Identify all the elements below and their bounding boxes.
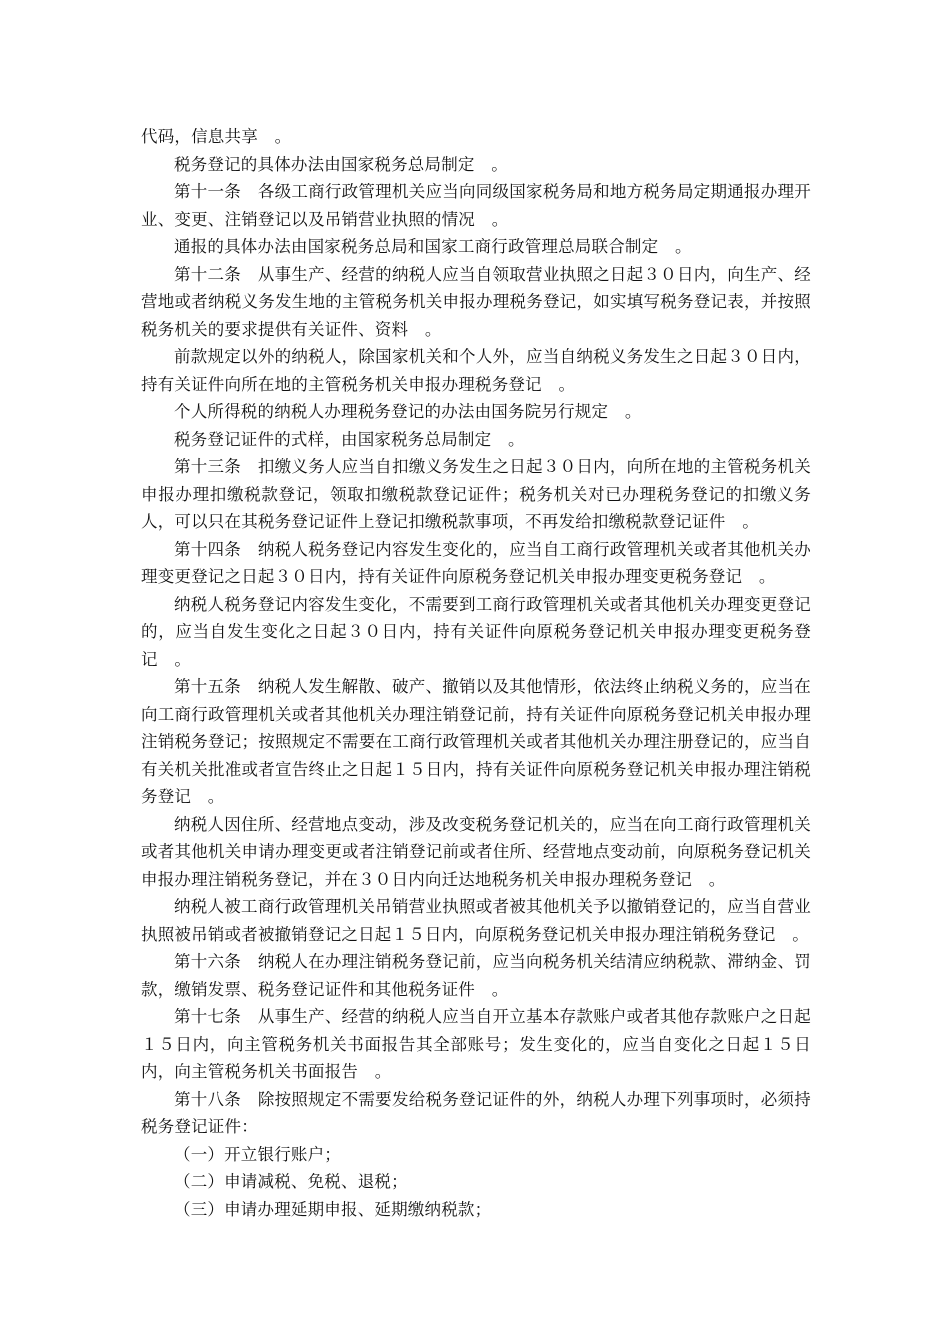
list-item-3: （三）申请办理延期申报、延期缴纳税款； (174, 1199, 492, 1219)
article-11: 第十一条 各级工商行政管理机关应当向同级国家税务局和地方税务局定期通报办理开业、变更、注销登记以及吊销营业执照的情况 。 (141, 182, 811, 229)
paragraph-13: 纳税人因住所、经营地点变动，涉及改变税务登记机关的，应当在向工商行政管理机关或者其他机关申请办理变更或者注销登记前或者住所、经营地点变动前，向原税务登记机关申报办理注销税务登记，并在３０日内向迁达地税务机关申报办理税务登记 。 (141, 814, 811, 889)
paragraph-6: 前款规定以外的纳税人，除国家机关和个人外，应当自纳税义务发生之日起３０日内，持有关证件向所在地的主管税务机关申报办理税务登记 。 (141, 347, 811, 394)
paragraph-4: 通报的具体办法由国家税务总局和国家工商行政管理总局联合制定 。 (174, 237, 692, 256)
article-16: 第十六条 纳税人在办理注销税务登记前，应当向税务机关结清应纳税款、滞纳金、罚款，缴销发票、税务登记证件和其他税务证件 。 (141, 952, 811, 999)
article-15: 第十五条 纳税人发生解散、破产、撤销以及其他情形，依法终止纳税义务的，应当在向工商行政管理机关或者其他机关办理注销登记前，持有关证件向原税务登记机关申报办理注销税务登记；按照规定不需要在工商行政管理机关或者其他机关办理注册登记的，应当自有关机关批准或者宣告终止之日起１５日内，持有关证件向原税务登记机关申报办理注销税务登记 。 (141, 677, 811, 806)
article-12: 第十二条 从事生产、经营的纳税人应当自领取营业执照之日起３０日内，向生产、经营地或者纳税义务发生地的主管税务机关申报办理税务登记，如实填写税务登记表，并按照税务机关的要求提供有关证件、资料 。 (141, 264, 811, 339)
list-item-2: （二）申请减税、免税、退税； (174, 1172, 408, 1191)
paragraph-7: 个人所得税的纳税人办理税务登记的办法由国务院另行规定 。 (174, 402, 642, 421)
paragraph-14: 纳税人被工商行政管理机关吊销营业执照或者被其他机关予以撤销登记的，应当自营业执照被吊销或者被撤销登记之日起１５日内，向原税务登记机关申报办理注销税务登记 。 (141, 897, 811, 944)
article-13: 第十三条 扣缴义务人应当自扣缴义务发生之日起３０日内，向所在地的主管税务机关申报办理扣缴税款登记，领取扣缴税款登记证件；税务机关对已办理税务登记的扣缴义务人，可以只在其税务登记证件上登记扣缴税款事项，不再发给扣缴税款登记证件 。 (141, 457, 811, 531)
list-item-1: （一）开立银行账户； (174, 1144, 341, 1164)
document-page (141, 123, 811, 1223)
article-17: 第十七条 从事生产、经营的纳税人应当自开立基本存款账户或者其他存款账户之日起１５日内，向主管税务机关书面报告其全部账号；发生变化的，应当自变化之日起１５日内，向主管税务机关书面报告 。 (141, 1007, 811, 1081)
paragraph-2: 税务登记的具体办法由国家税务总局制定 。 (174, 154, 508, 174)
paragraph-11: 纳税人税务登记内容发生变化，不需要到工商行政管理机关或者其他机关办理变更登记的，应当自发生变化之日起３０日内，持有关证件向原税务登记机关申报办理变更税务登记 。 (141, 594, 811, 669)
article-14: 第十四条 纳税人税务登记内容发生变化的，应当自工商行政管理机关或者其他机关办理变更登记之日起３０日内，持有关证件向原税务登记机关申报办理变更税务登记 。 (141, 539, 811, 586)
article-18: 第十八条 除按照规定不需要发给税务登记证件的外，纳税人办理下列事项时，必须持税务登记证件： (141, 1089, 811, 1136)
paragraph-8: 税务登记证件的式样，由国家税务总局制定 。 (174, 429, 525, 449)
paragraph-1: 代码，信息共享 。 (141, 127, 292, 146)
